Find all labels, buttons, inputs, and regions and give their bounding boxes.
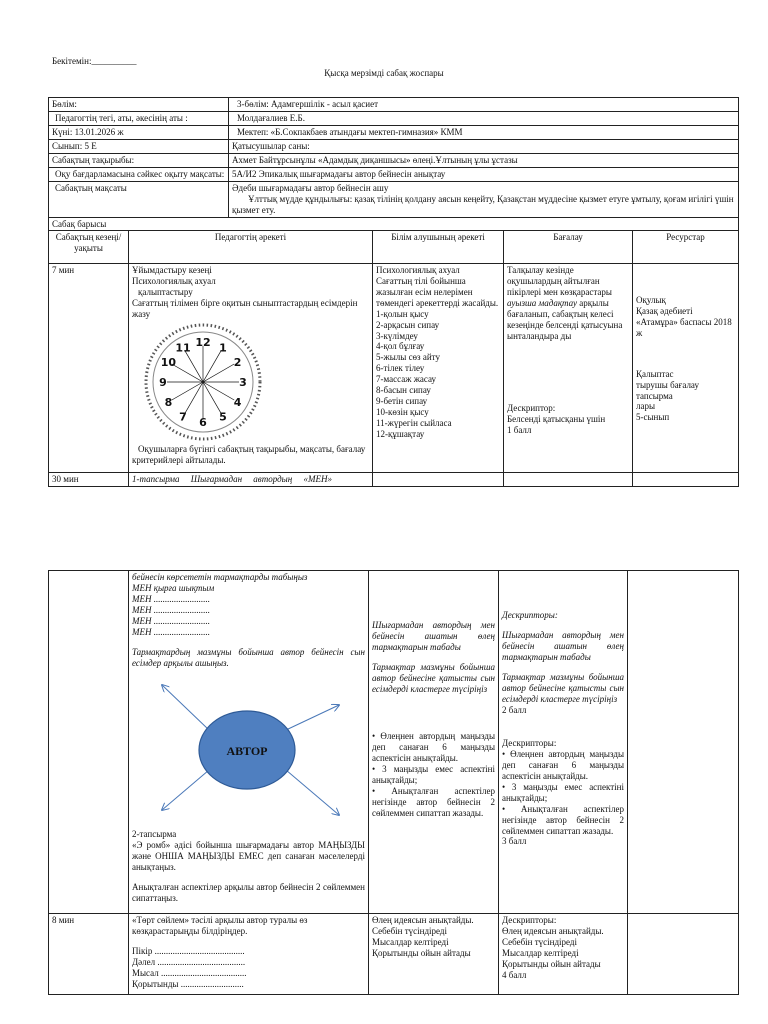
task1-start: 1-тапсырма Шығармадан автордың «МЕН» — [129, 472, 373, 486]
teacher-action — [129, 571, 369, 914]
stage-row-1 — [49, 263, 739, 472]
info-value: Ахмет Байтұрсынұлы «Адамдық диқаншысы» өлеңі.Ұлтының ұлы ұстазы — [229, 153, 739, 167]
assess-line: 4 балл — [502, 969, 527, 980]
teacher-action — [129, 914, 369, 995]
assessment — [504, 263, 633, 472]
task1-cont: бейнесін көрсететін тармақтарды табыңыз — [132, 572, 308, 582]
student-line: 4-қол бұлғау — [376, 341, 425, 352]
column-header-row — [49, 230, 739, 263]
info-row — [49, 153, 739, 167]
four-item: Дәлел ....................................... — [132, 956, 246, 967]
goal-line: Әдеби шығармадағы автор бейнесін ашу — [232, 182, 389, 193]
student-line: 1-қолын қысу — [376, 308, 429, 319]
info-label: Оқу бағдарламасына сәйкес оқыту мақсаты: — [49, 167, 229, 181]
men-title: МЕН қырға шықтым — [132, 582, 215, 593]
progress-label: Сабақ барысы — [49, 217, 739, 230]
resource-line: 5-сынып — [636, 412, 670, 423]
col-stage: Сабақтың кезеңі/ уақыты — [49, 230, 129, 263]
info-row — [49, 98, 739, 112]
goal-label: Сабақтың мақсаты — [49, 181, 229, 217]
student-line: Сағаттың тілі бойынша жазылған есім нелерімен төмендегі әрекеттерді жасайды. — [376, 275, 499, 308]
info-value: 5А/И2 Эпикалық шығармадағы автор бейнесін анықтау — [229, 167, 739, 181]
student-line: Мысалдар келтіреді — [372, 936, 449, 947]
student-c: • 3 маңызды емес аспектіні анықтайды; — [372, 763, 495, 785]
stage-row-3 — [49, 914, 739, 995]
student-line: 2-арқасын сипау — [376, 319, 440, 330]
student-line: Қорытынды ойын айтады — [372, 947, 471, 958]
student-line: 11-жүрегін сыйласа — [376, 418, 452, 429]
student-action — [369, 571, 499, 914]
assess-line: Мысалдар келтіреді — [502, 947, 579, 958]
student-line: Психологиялық ахуал — [376, 264, 460, 275]
stage-row-2-cont — [49, 571, 739, 914]
assess-c: • Өлеңнен автордың маңызды деп санаған 6 маңызды аспектісін анықтайды. — [502, 748, 624, 781]
col-assess: Бағалау — [504, 230, 633, 263]
goal-values: Ұлттық мүдде құндылығы: қазақ тілінің қолдану аясын кеңейту, Қазақстан мүддесіне қызмет етуге ұмтылу, қоғам игілігі үшін қызмет ету. — [232, 193, 734, 215]
assess-desc: Белсенді қатысқаны үшін — [507, 414, 606, 425]
resource-line: Қазақ әдебиеті «Атамұра» баспасы 2018 ж — [636, 305, 732, 338]
four-sentence-task: «Төрт сөйлем» тәсілі арқылы автор туралы өз көзқарастарыңды білдіріңдер. — [132, 915, 308, 936]
student-line: 10-көзін қысу — [376, 407, 429, 418]
clock-image — [138, 322, 268, 442]
four-item: Қорытынды ............................ — [132, 978, 244, 989]
info-label: Бөлім: — [49, 98, 229, 112]
resource-line: тырушы бағалау — [636, 379, 699, 390]
info-value: Қатысушылар саны: — [229, 139, 739, 153]
stage-row-2 — [49, 472, 739, 486]
info-value: 3-бөлім: Адамгершілік - асыл қасиет — [229, 98, 739, 112]
task2-text: «Э ромб» әдісі бойынша шығармадағы автор МАҢЫЗДЫ және ОНША МАҢЫЗДЫ ЕМЕС деп санаған мәселелерді анықтаңыз. — [132, 839, 365, 872]
stage-time: 8 мин — [49, 914, 129, 995]
progress-row — [49, 217, 739, 230]
assessment — [499, 914, 628, 995]
info-label: Сынып: 5 Е — [49, 139, 229, 153]
student-line: 6-тілек тілеу — [376, 363, 425, 374]
student-a: Шығармадан автордың мен бейнесін ашатын өлең тармақтарын табады — [372, 620, 495, 652]
clock-number: 6 — [199, 415, 207, 429]
clock-number: 8 — [164, 395, 173, 409]
assess-b-score: 2 балл — [502, 704, 527, 715]
clock-number: 3 — [239, 375, 247, 389]
teacher-line: қалыптастыру — [138, 286, 193, 297]
col-student: Білім алушының әрекеті — [373, 230, 504, 263]
author-label: АВТОР — [226, 743, 268, 758]
goal-text — [229, 181, 739, 217]
resource-line: тапсырма — [636, 390, 673, 401]
info-row — [49, 125, 739, 139]
men-line: МЕН ......................... — [132, 604, 210, 615]
teacher-line: Психологиялық ахуал — [132, 275, 216, 286]
assess-line: Талқылау кезінде оқушылардың айтылған пікірлері мен көзқарастары — [507, 264, 612, 297]
task2b-text: Анықталған аспектілер арқылы автор бейнесін 2 сөйлеммен сипаттаңыз. — [132, 881, 365, 903]
teacher-line: Ұйымдастыру кезеңі — [132, 264, 212, 275]
assess-c-score: 3 балл — [502, 836, 527, 847]
student-line: 8-басын сипау — [376, 385, 431, 396]
info-label: Сабақтың тақырыбы: — [49, 153, 229, 167]
teacher-action — [129, 263, 373, 472]
men-line: МЕН ......................... — [132, 615, 210, 626]
resources — [633, 263, 739, 472]
teacher-line: Сағаттың тілімен бірге оқитын сыныптастардың есімдерін жазу — [132, 297, 358, 319]
student-c: • Өлеңнен автордың маңызды деп санаған 6 маңызды аспектісін анықтайды. — [372, 730, 495, 763]
author-cluster-diagram — [134, 675, 364, 825]
task1b: Тармақтардың мазмұны бойынша автор бейнесін сын есімдер арқылы ашыңыз. — [132, 646, 365, 668]
teacher-after: Оқушыларға бүгінгі сабақтың тақырыбы, мақсаты, бағалау критерийлері айтылады. — [132, 443, 366, 465]
clock-number: 2 — [233, 355, 242, 369]
assess-c: • 3 маңызды емес аспектіні анықтайды; — [502, 781, 624, 803]
info-label: Педагогтің тегі, аты, әкесінің аты : — [49, 111, 229, 125]
clock-number: 7 — [179, 410, 187, 424]
student-line: Өлең идеясын анықтайды. — [372, 915, 474, 925]
info-label: Күні: 13.01.2026 ж — [49, 125, 229, 139]
assess-title: Дескрипторы: — [502, 610, 558, 620]
assess-line: Өлең идеясын анықтайды. — [502, 925, 604, 936]
assess-line: Себебін түсіндіреді — [502, 936, 577, 947]
resource-line: Қалыптас — [636, 368, 674, 379]
clock-number: 1 — [219, 340, 227, 354]
assess-a: Шығармадан автордың мен бейнесін ашатын өлең тармақтарын табады — [502, 629, 624, 662]
clock-number: 9 — [159, 375, 167, 389]
info-row — [49, 139, 739, 153]
assess-c-title: Дескрипторы: — [502, 737, 557, 748]
clock-number: 5 — [219, 410, 227, 424]
lesson-plan-table-page1 — [48, 97, 739, 487]
men-line: МЕН ......................... — [132, 626, 210, 637]
stage-time: 7 мин — [49, 263, 129, 472]
assess-rest: арқылы бағаланып, сабақтың келесі кезеңінде белсенді қатысуына ынталандыра ды — [507, 297, 623, 341]
assess-line: Дескрипторы: — [502, 915, 557, 925]
col-resource: Ресурстар — [633, 230, 739, 263]
student-action — [369, 914, 499, 995]
student-line: 7-массаж жасау — [376, 374, 437, 385]
four-item: Мысал ...................................... — [132, 967, 247, 978]
clock-number: 12 — [195, 335, 211, 349]
goal-row — [49, 181, 739, 217]
col-teacher: Педагогтің әрекеті — [129, 230, 373, 263]
student-line: 3-күлімдеу — [376, 330, 418, 341]
student-line: 9-бетін сипау — [376, 396, 428, 407]
stage-time: 30 мин — [49, 472, 129, 486]
assess-b: Тармақтар мазмұны бойынша автор бейнесіне қатысты сын есімдерді кластерге түсіріңіз — [502, 671, 624, 704]
assess-c: • Анықталған аспектілер негізінде автор бейнесін 2 сөйлеммен сипаттап жазады. — [502, 803, 624, 836]
clock-number: 11 — [175, 340, 191, 354]
info-value: Мектеп: «Б.Сокпакбаев атындағы мектеп-гимназия» КММ — [229, 125, 739, 139]
student-b: Тармақтар мазмұны бойынша автор бейнесіне қатысты сын есімдерді кластерге түсіріңіз — [372, 661, 495, 694]
assess-italic: ауызша мадақтау — [507, 297, 578, 308]
info-value: Молдағалиев Е.Б. — [229, 111, 739, 125]
resource-line: лары — [636, 401, 656, 412]
men-line: МЕН ......................... — [132, 593, 210, 604]
info-row — [49, 111, 739, 125]
assessment — [499, 571, 628, 914]
document-title: Қысқа мерзімді сабақ жоспары — [324, 68, 444, 78]
assess-desc: 1 балл — [507, 425, 532, 436]
approval-line: Бекітемін:__________ — [52, 56, 137, 66]
lesson-plan-table-page2 — [48, 570, 739, 995]
student-line: 5-жылы сөз айту — [376, 352, 440, 363]
student-line: 12-құшақтау — [376, 429, 425, 440]
student-line: Себебін түсіндіреді — [372, 925, 447, 936]
assess-line: Қорытынды ойын айтады — [502, 958, 601, 969]
assess-desc: Дескриптор: — [507, 403, 556, 414]
clock-number: 4 — [233, 395, 242, 409]
resource-line: Оқулық — [636, 294, 666, 305]
student-c: • Анықталған аспектілер негізінде автор бейнесін 2 сөйлеммен сипаттап жазады. — [372, 785, 495, 818]
student-action — [373, 263, 504, 472]
task2-title: 2-тапсырма — [132, 828, 177, 839]
four-item: Пікір ........................................ — [132, 945, 245, 956]
clock-number: 10 — [160, 355, 177, 369]
info-row — [49, 167, 739, 181]
